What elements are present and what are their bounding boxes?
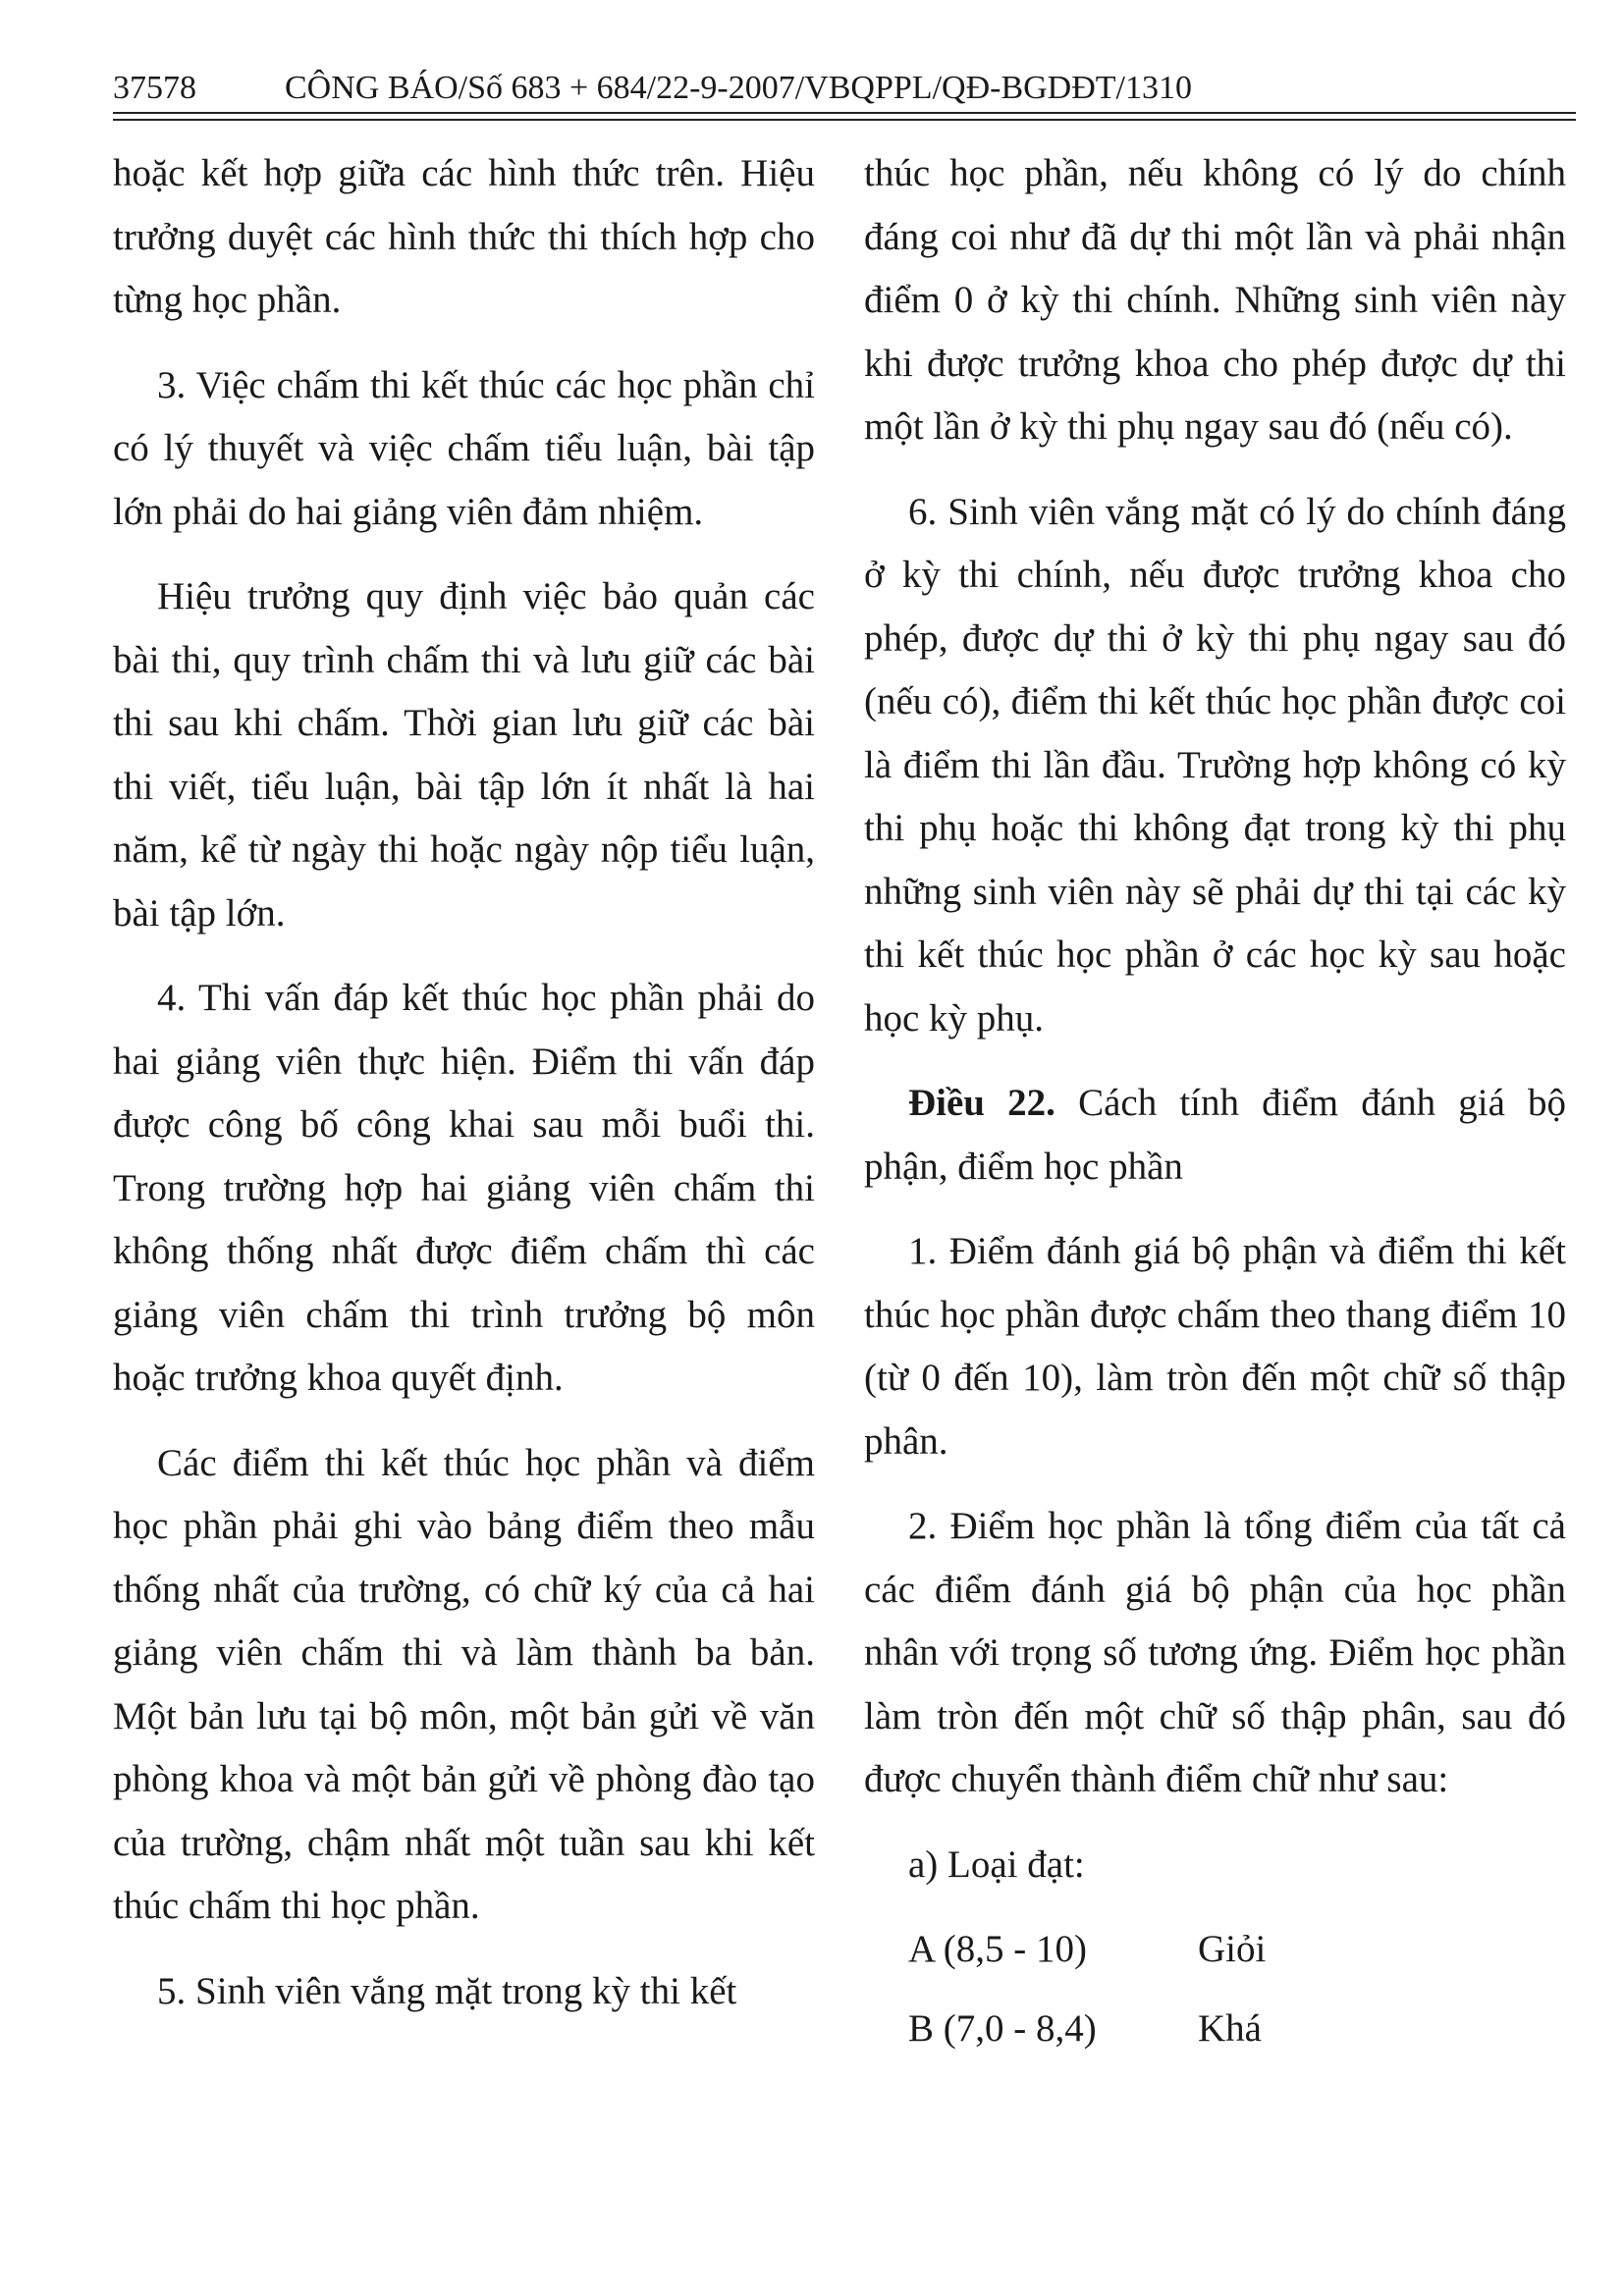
paragraph: Các điểm thi kết thúc học phần và điểm học phần phải ghi vào bảng điểm theo mẫu thống nhất của trường, có chữ ký của cả hai giảng viên chấm thi và làm thành ba bản. Một bản lưu tại bộ môn, một bản gửi về văn phòng khoa và một bản gửi về phòng đào tạo của trường, chậm nhất một tuần sau khi kết thúc chấm thi học phần.	[113, 1441, 815, 1927]
right-column	[864, 142, 1566, 2076]
article-title: Cách tính điểm đánh giá bộ phận, điểm học phần	[864, 1082, 1567, 1188]
page-header	[113, 69, 1576, 108]
grade-label: Khá	[1198, 2006, 1262, 2050]
paragraph: 2. Điểm học phần là tổng điểm của tất cả các điểm đánh giá bộ phận của học phần nhân với trọng số tương ứng. Điểm học phần làm tròn đến một chữ số thập phân, sau đó được chuyển thành điểm chữ như sau:	[864, 1505, 1566, 1800]
paragraph: a) Loại đạt:	[908, 1842, 1085, 1886]
gazette-title: CÔNG BÁO/Số 683 + 684/22-9-2007/VBQPPL/QĐ-BGDĐT/1310	[285, 70, 1192, 106]
paragraph: 6. Sinh viên vắng mặt có lý do chính đáng ở kỳ thi chính, nếu được trưởng khoa cho phép, được dự thi ở kỳ thi phụ ngay sau đó (nếu có), điểm thi kết thúc học phần được coi là điểm thi lần đầu. Trường hợp không có kỳ thi phụ hoặc thi không đạt trong kỳ thi phụ những sinh viên này sẽ phải dự thi tại các kỳ thi kết thúc học phần ở các học kỳ sau hoặc học kỳ phụ.	[864, 490, 1566, 1040]
article-heading	[864, 1072, 1566, 1199]
paragraph: Hiệu trưởng quy định việc bảo quản các bài thi, quy trình chấm thi và lưu giữ các bài thi sau khi chấm. Thời gian lưu giữ các bài thi viết, tiểu luận, bài tập lớn ít nhất là hai năm, kể từ ngày thi hoặc ngày nộp tiểu luận, bài tập lớn.	[113, 575, 815, 934]
left-column	[113, 142, 815, 2045]
grade-row	[864, 1998, 1566, 2061]
paragraph: 4. Thi vấn đáp kết thúc học phần phải do hai giảng viên thực hiện. Điểm thi vấn đáp được công bố công khai sau mỗi buổi thi. Trong trường hợp hai giảng viên chấm thi không thống nhất được điểm chấm thì các giảng viên chấm thi trình trưởng bộ môn hoặc trưởng khoa quyết định.	[113, 977, 815, 1399]
grade-label: Giỏi	[1198, 1928, 1267, 1970]
paragraph: 3. Việc chấm thi kết thúc các học phần chỉ có lý thuyết và việc chấm tiểu luận, bài tập lớn phải do hai giảng viên đảm nhiệm.	[113, 363, 815, 533]
header-rule-top	[113, 112, 1576, 114]
page-number: 37578	[113, 70, 196, 106]
header-rule-bottom	[113, 119, 1576, 121]
article-label: Điều 22.	[908, 1082, 1055, 1124]
paragraph: thúc học phần, nếu không có lý do chính đáng coi như đã dự thi một lần và phải nhận điểm 0 ở kỳ thi chính. Những sinh viên này khi được trưởng khoa cho phép được dự thi một lần ở kỳ thi phụ ngay sau đó (nếu có).	[864, 152, 1566, 448]
grade-row	[864, 1918, 1566, 1982]
paragraph: 5. Sinh viên vắng mặt trong kỳ thi kết	[157, 1969, 737, 2012]
grade-range: A (8,5 - 10)	[908, 1928, 1087, 1970]
paragraph: 1. Điểm đánh giá bộ phận và điểm thi kết thúc học phần được chấm theo thang điểm 10 (từ 0 đến 10), làm tròn đến một chữ số thập phân.	[864, 1230, 1566, 1463]
paragraph: hoặc kết hợp giữa các hình thức trên. Hiệu trưởng duyệt các hình thức thi thích hợp cho từng học phần.	[113, 152, 815, 321]
grade-range: B (7,0 - 8,4)	[908, 2006, 1097, 2050]
